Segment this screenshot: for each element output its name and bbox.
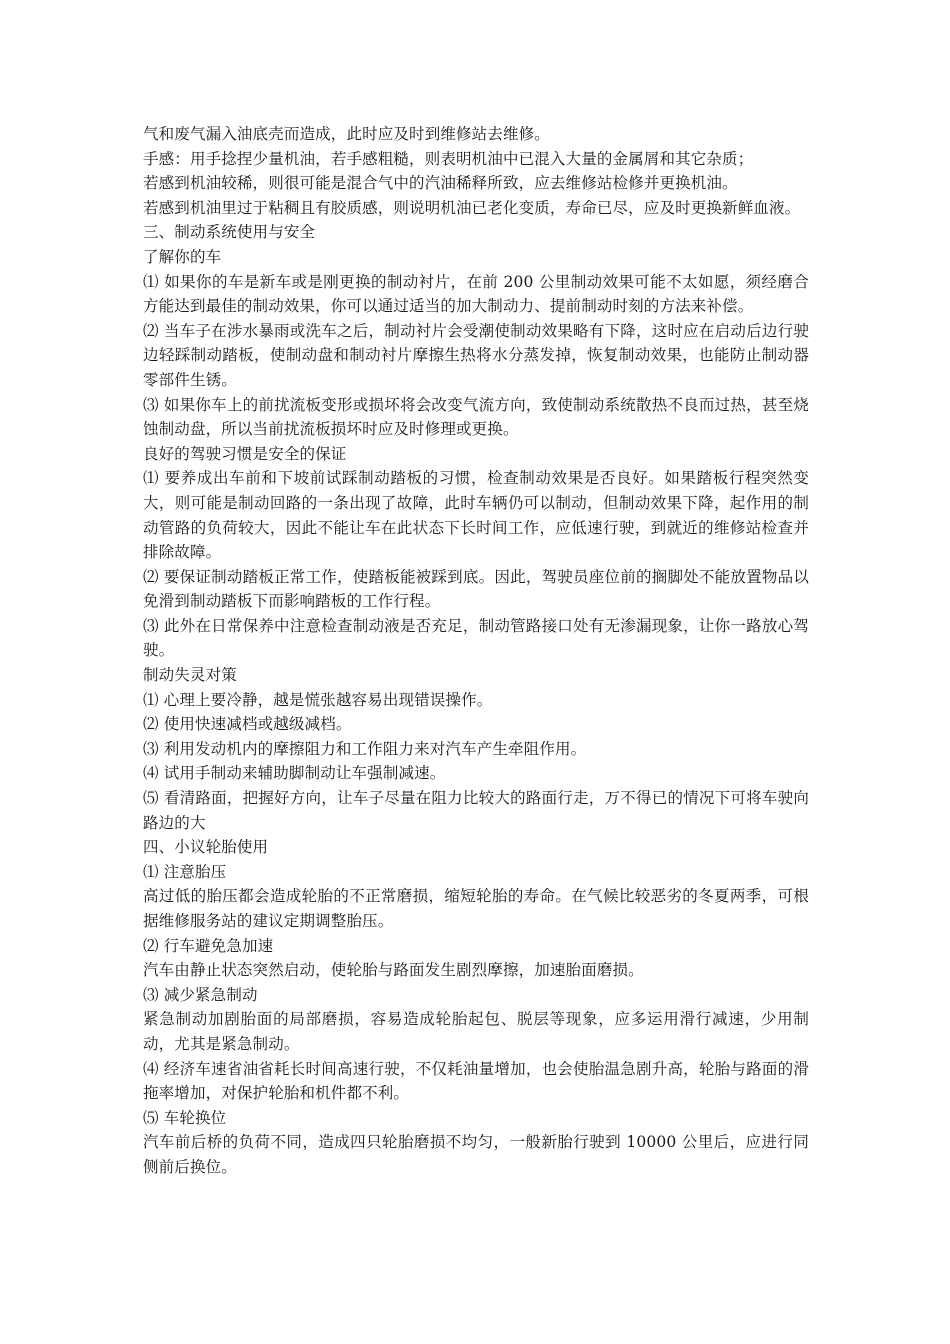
list-item: ⑶ 如果你车上的前扰流板变形或损坏将会改变气流方向，致使制动系统散热不良而过热，甚至烧蚀制动盘，所以当前扰流板损坏时应及时修理或更换。 [143, 395, 809, 439]
list-item: ⑵ 行车避免急加速 [143, 936, 274, 955]
paragraph: 气和废气漏入油底壳而造成，此时应及时到维修站去维修。 [143, 125, 550, 143]
section-heading: 四、小议轮胎使用 [143, 838, 269, 857]
list-item: ⑶ 减少紧急制动 [143, 985, 258, 1004]
paragraph: 高过低的胎压都会造成轮胎的不正常磨损，缩短轮胎的寿命。在气候比较恶劣的冬夏两季，可根据维修服务站的建议定期调整胎压。 [143, 887, 809, 930]
paragraph: 若感到机油里过于粘稠且有胶质感，则说明机油已老化变质，寿命已尽，应及时更换新鲜血液。 [143, 198, 801, 217]
list-item: ⑴ 注意胎压 [143, 862, 227, 881]
list-item: ⑴ 心理上要冷静，越是慌张越容易出现错误操作。 [143, 690, 493, 709]
list-item: ⑵ 要保证制动踏板正常工作，使踏板能被踩到底。因此，驾驶员座位前的搁脚处不能放置物品以免滑到制动踏板下而影响踏板的工作行程。 [143, 567, 809, 611]
paragraph: 手感：用手捻捏少量机油，若手感粗糙，则表明机油中已混入大量的金属屑和其它杂质； [143, 149, 754, 168]
list-item: ⑵ 当车子在涉水暴雨或洗车之后，制动衬片会受潮使制动效果略有下降，这时应在启动后边行驶边轻踩制动踏板，使制动盘和制动衬片摩擦生热将水分蒸发掉，恢复制动效果，也能防止制动器零部件生锈。 [143, 321, 809, 389]
list-item: ⑷ 经济车速省油省耗长时间高速行驶，不仅耗油量增加，也会使胎温急剧升高，轮胎与路面的滑拖率增加，对保护轮胎和机件都不利。 [143, 1059, 809, 1103]
section-heading: 三、制动系统使用与安全 [143, 223, 316, 242]
list-item: ⑸ 看清路面，把握好方向，让车子尽量在阻力比较大的路面行走，万不得已的情况下可将车驶向路边的大 [143, 789, 809, 832]
list-item: ⑵ 使用快速减档或越级减档。 [143, 715, 352, 734]
document-body [143, 122, 809, 1180]
list-item: ⑸ 车轮换位 [143, 1108, 227, 1127]
subsection-heading: 制动失灵对策 [143, 666, 237, 685]
paragraph: 若感到机油较稀，则很可能是混合气中的汽油稀释所致，应去维修站检修并更换机油。 [143, 174, 738, 193]
subsection-heading: 了解你的车 [143, 247, 222, 266]
list-item: ⑷ 试用手制动来辅助脚制动让车强制减速。 [143, 764, 446, 783]
paragraph: 汽车由静止状态突然启动，使轮胎与路面发生剧烈摩擦，加速胎面磨损。 [143, 961, 644, 980]
list-item: ⑶ 利用发动机内的摩擦阻力和工作阻力来对汽车产生牵阻作用。 [143, 739, 587, 758]
list-item: ⑴ 要养成出车前和下坡前试踩制动踏板的习惯，检查制动效果是否良好。如果踏板行程突然变大，则可能是制动回路的一条出现了故障，此时车辆仍可以制动，但制动效果下降，起作用的制动管路的负荷较大，因此不能让车在此状态下长时间工作，应低速行驶，到就近的维修站检查并排除故障。 [143, 469, 809, 562]
paragraph: 汽车前后桥的负荷不同，造成四只轮胎磨损不均匀，一般新胎行驶到 10000 公里后，应进行同侧前后换位。 [143, 1133, 809, 1176]
list-item: ⑴ 如果你的车是新车或是刚更换的制动衬片，在前 200 公里制动效果可能不太如愿，须经磨合方能达到最佳的制动效果，你可以通过适当的加大制动力、提前制动时刻的方法来补偿。 [143, 272, 809, 316]
list-item: ⑶ 此外在日常保养中注意检查制动液是否充足，制动管路接口处有无渗漏现象，让你一路放心驾驶。 [143, 616, 809, 660]
paragraph: 紧急制动加剧胎面的局部磨损，容易造成轮胎起包、脱层等现象，应多运用滑行减速，少用制动，尤其是紧急制动。 [143, 1010, 809, 1053]
subsection-heading: 良好的驾驶习惯是安全的保证 [143, 444, 347, 463]
